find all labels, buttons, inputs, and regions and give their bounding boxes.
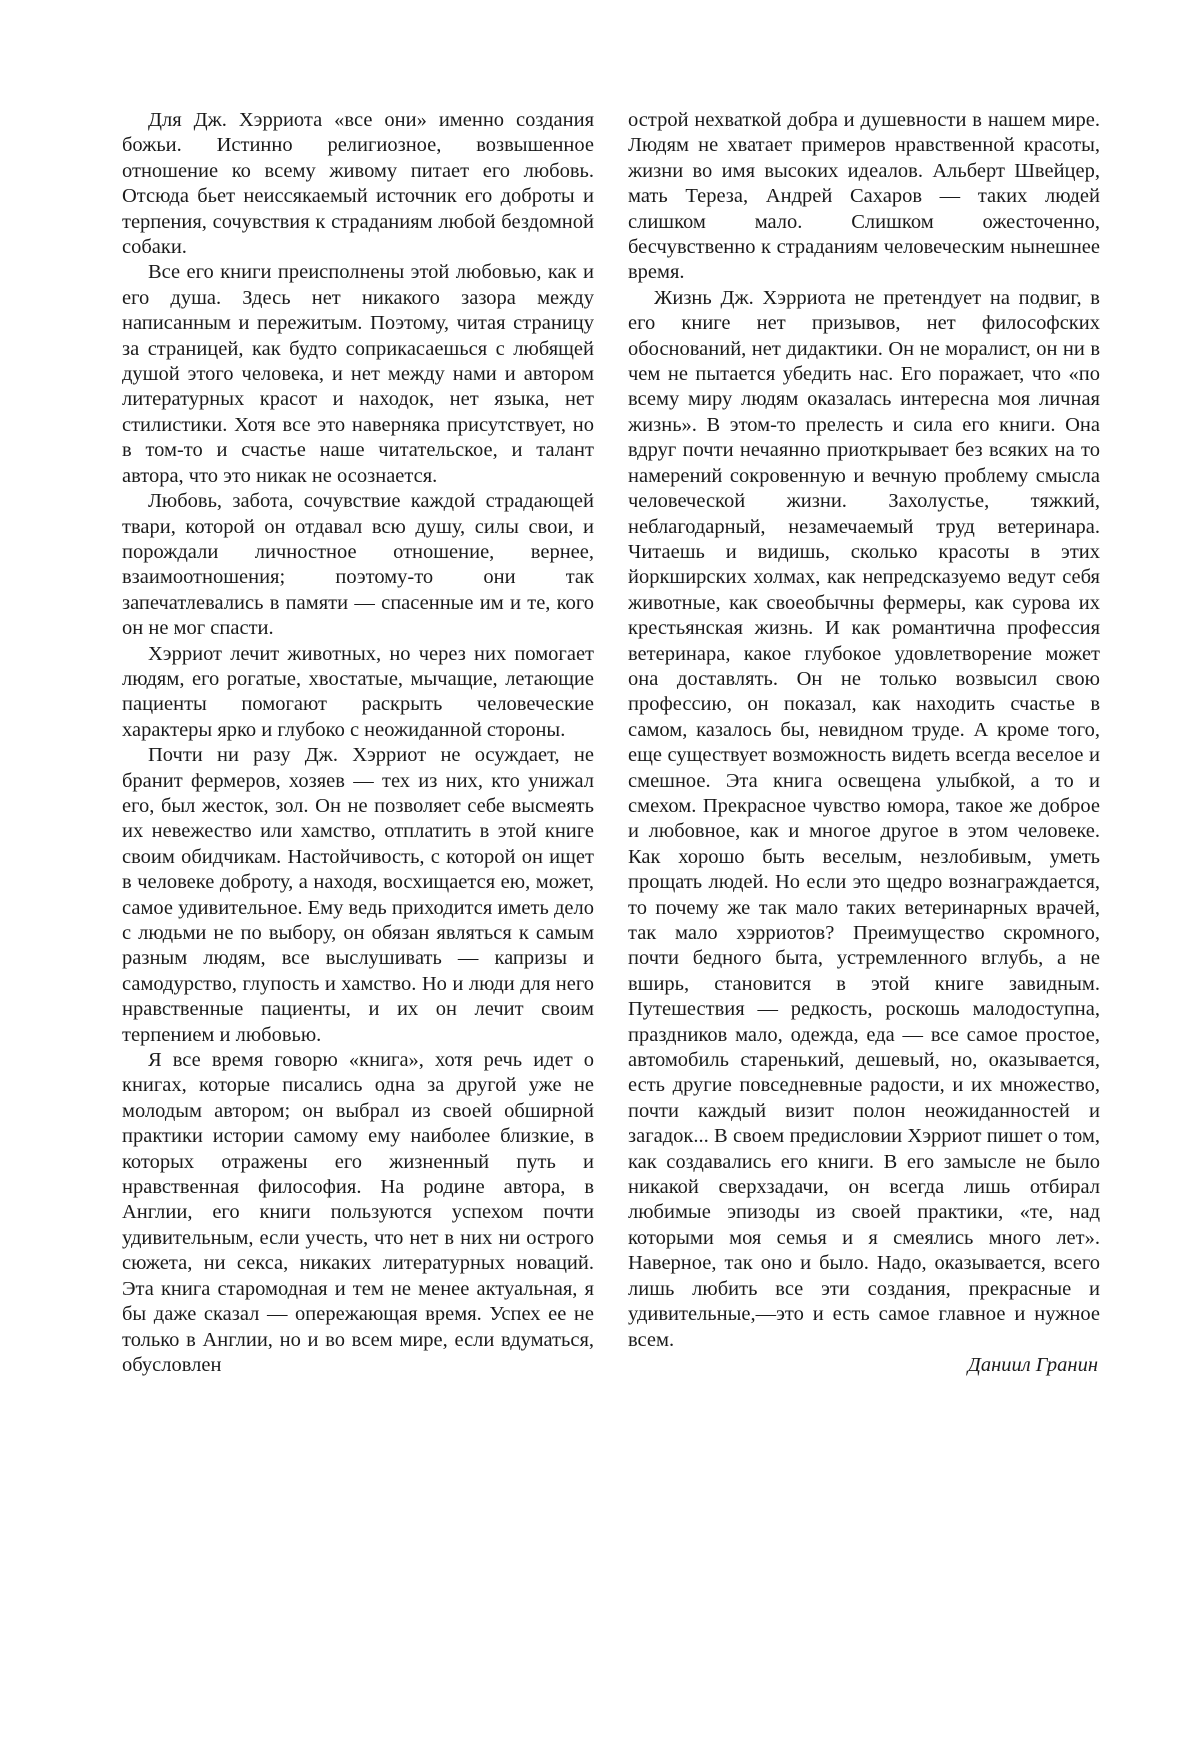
paragraph: Для Дж. Хэрриота «все они» именно создания божьи. Истинно религиозное, возвышенное отношение ко всему живому питает его любовь. Отсюда бьет неиссякаемый источник его доброты и терпения, сочувствия к страданиям любой бездомной собаки. [122,109,594,259]
paragraph: Жизнь Дж. Хэрриота не претендует на подвиг, в его книге нет призывов, нет философских обоснований, нет дидактики. Он не моралист, он ни в чем не пытается убедить нас. Его поражает, что «по всему миру людям оказалась интересна моя личная жизнь». В этом-то прелесть и сила его книги. Она вдруг почти нечаянно приоткрывает без всяких на то намерений сокровенную и вечную проблему смысла человеческой жизни. Захолустье, тяжкий, неблагодарный, незамечаемый труд ветеринара. Читаешь и видишь, сколько красоты в этих йоркширских холмах, как непредсказуемо ведут себя животные, как своеобычны фермеры, как сурова их крестьянская жизнь. И как романтична профессия ветеринара, какое глубокое удовлетворение может она доставлять. Он не только возвысил свою профессию, он показал, как находить счастье в самом, казалось бы, невидном труде. А кроме того, еще существует возможность видеть всегда веселое и смешное. Эта книга освещена улыбкой, а то и смехом. Прекрасное чувство юмора, такое же доброе и любовное, как и многое другое в этом человеке. Как хорошо быть веселым, незлобивым, уметь прощать людей. Но если это щедро вознаграждается, то почему же так мало таких ветеринарных врачей, так мало хэрриотов? Преимущество скромного, почти бедного быта, устремленного вглубь, а не вширь, становится в этой книге завидным. Путешествия — редкость, роскошь малодоступна, праздников мало, одежда, еда — все самое простое, автомобиль старенький, дешевый, но, оказывается, есть другие повседневные радости, и их множество, почти каждый визит полон неожиданностей и загадок... В своем предисловии Хэрриот пишет о том, как создавались его книги. В его замысле не было никакой сверхзадачи, он всегда лишь отбирал любимые эпизоды из своей практики, «те, над которыми моя семья и я смеялись много лет». Наверное, так оно и было. Надо, оказывается, всего лишь любить все эти создания, прекрасные и удивительные,—это и есть самое главное и нужное всем. [628,286,1100,1351]
paragraph: Все его книги преисполнены этой любовью, как и его душа. Здесь нет никакого зазора между написанным и пережитым. Поэтому, читая страницу за страницей, как будто соприкасаешься с любящей душой этого человека, и нет между нами и автором литературных красот и находок, нет языка, нет стилистики. Хотя все это наверняка присутствует, но в том-то и счастье наше читательское, и талант автора, что это никак не осознается. [122,261,594,487]
paragraph: Почти ни разу Дж. Хэрриот не осуждает, не бранит фермеров, хозяев — тех из них, кто унижал его, был жесток, зол. Он не позволяет себе высмеять их невежество или хамство, отплатить в этой книге своим обидчикам. Настойчивость, с которой он ищет в человеке доброту, а находя, восхищается ею, может, самое удивительное. Ему ведь приходится иметь дело с людьми не по выбору, он обязан являться к самым разным людям, все выслушивать — капризы и самодурство, глупость и хамство. Но и люди для него нравственные пациенты, и их он лечит своим терпением и любовью. [122,744,594,1046]
author-signature: Даниил Гранин [967,1353,1098,1376]
left-text-column [122,108,594,1628]
paragraph: Любовь, забота, сочувствие каждой страдающей твари, которой он отдавал всю душу, силы свои, и порождали личностное отношение, вернее, взаимоотношения; поэтому-то они так запечатлевались в памяти — спасенные им и те, кого он не мог спасти. [122,490,594,640]
paragraph: Хэрриот лечит животных, но через них помогает людям, его рогатые, хвостатые, мычащие, летающие пациенты помогают раскрыть человеческие характеры ярко и глубоко с неожиданной стороны. [122,642,594,741]
paragraph: Я все время говорю «книга», хотя речь идет о книгах, которые писались одна за другой уже не молодым автором; он выбрал из своей обширной практики истории самому ему наиболее близкие, в которых отражены его жизненный путь и нравственная философия. На родине автора, в Англии, его книги пользуются успехом почти удивительным, если учесть, что нет в них ни острого сюжета, ни секса, никаких литературных новаций. Эта книга старомодная и тем не менее актуальная, я бы даже сказал — опережающая время. Успех ее не только в Англии, но и во всем мире, если вдуматься, обусловлен [122,1049,594,1376]
right-text-column [628,108,1100,1653]
paragraph-continuation: острой нехваткой добра и душевности в нашем мире. Людям не хватает примеров нравственной красоты, жизни во имя высоких идеалов. Альберт Швейцер, мать Тереза, Андрей Сахаров — таких людей слишком мало. Слишком ожесточенно, бесчувственно к страданиям человеческим нынешнее время. [628,109,1100,284]
